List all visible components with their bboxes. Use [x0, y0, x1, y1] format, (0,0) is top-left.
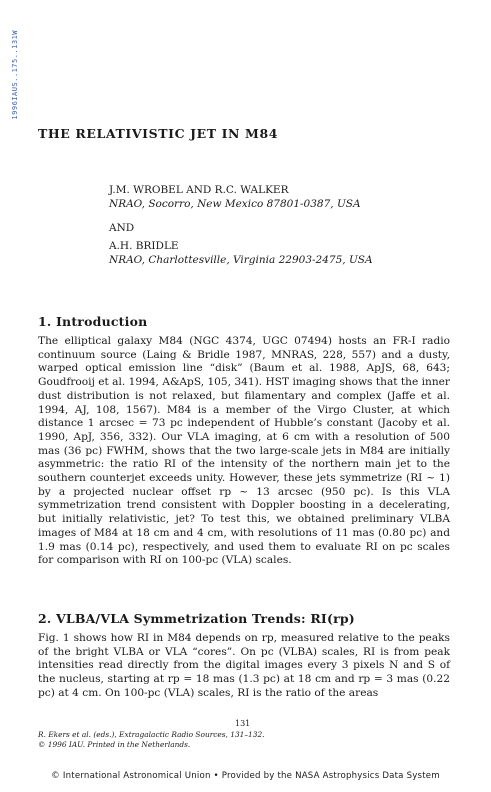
section-heading-symmetrization: 2. VLBA/VLA Symmetrization Trends: RI(rp)	[38, 611, 355, 626]
section-heading-introduction: 1. Introduction	[38, 314, 148, 329]
author-affiliation-1: NRAO, Socorro, New Mexico 87801-0387, USA	[109, 198, 361, 210]
footnote-line-1: R. Ekers et al. (eds.), Extragalactic Radio Sources, 131–132.	[38, 730, 265, 739]
page-number: 131	[235, 719, 251, 728]
author-names-2: A.H. BRIDLE	[109, 240, 179, 252]
footnote	[38, 730, 265, 750]
author-affiliation-2: NRAO, Charlottesville, Virginia 22903-2475, USA	[109, 254, 373, 266]
footnote-line-2: © 1996 IAU. Printed in the Netherlands.	[38, 740, 191, 749]
ads-footer: © International Astronomical Union • Provided by the NASA Astrophysics Data System	[51, 771, 440, 781]
author-names-1: J.M. WROBEL AND R.C. WALKER	[109, 184, 289, 196]
author-and: AND	[109, 222, 135, 234]
section-body-introduction: The elliptical galaxy M84 (NGC 4374, UGC 07494) hosts an FR-I radio continuum source (Laing & Bridle 1987, MNRAS, 228, 557) and a dusty, warped optical emission line “disk” (Baum et al. 1988, ApJS, 68, 643; Goudfrooij et al. 1994, A&ApS, 105, 341). HST imaging shows that the inner dust distribution is not relaxed, but filamentary and complex (Jaffe et al. 1994, AJ, 108, 1567). M84 is a member of the Virgo Cluster, at which distance 1 arcsec = 73 pc independent of Hubble’s constant (Jacoby et al. 1990, ApJ, 356, 332). Our VLA imaging, at 6 cm with a resolution of 500 mas (36 pc) FWHM, shows that the two large-scale jets in M84 are initially asymmetric: the ratio RI of the intensity of the northern main jet to the southern counterjet exceeds unity. However, these jets symmetrize (RI ~ 1) by a projected nuclear offset rp ~ 13 arcsec (950 pc). Is this VLA symmetrization trend consistent with Doppler boosting in a decelerating, but initially relativistic, jet? To test this, we obtained preliminary VLBA images of M84 at 18 cm and 4 cm, with resolutions of 11 mas (0.80 pc) and 1.9 mas (0.14 pc), respectively, and used them to evaluate RI on pc scales for comparison with RI on 100-pc (VLA) scales.	[38, 335, 450, 567]
bibcode-sidebar: 1996IAUS..175..131W	[11, 30, 19, 120]
section-body-symmetrization: Fig. 1 shows how RI in M84 depends on rp, measured relative to the peaks of the bright VLBA or VLA “cores”. On pc (VLBA) scales, RI is from peak intensities read directly from the digital images every 3 pixels N and S of the nucleus, starting at rp = 18 mas (1.3 pc) at 18 cm and rp = 3 mas (0.22 pc) at 4 cm. On 100-pc (VLA) scales, RI is the ratio of the areas	[38, 632, 450, 699]
author-block	[109, 183, 373, 267]
paper-title: THE RELATIVISTIC JET IN M84	[38, 126, 279, 141]
